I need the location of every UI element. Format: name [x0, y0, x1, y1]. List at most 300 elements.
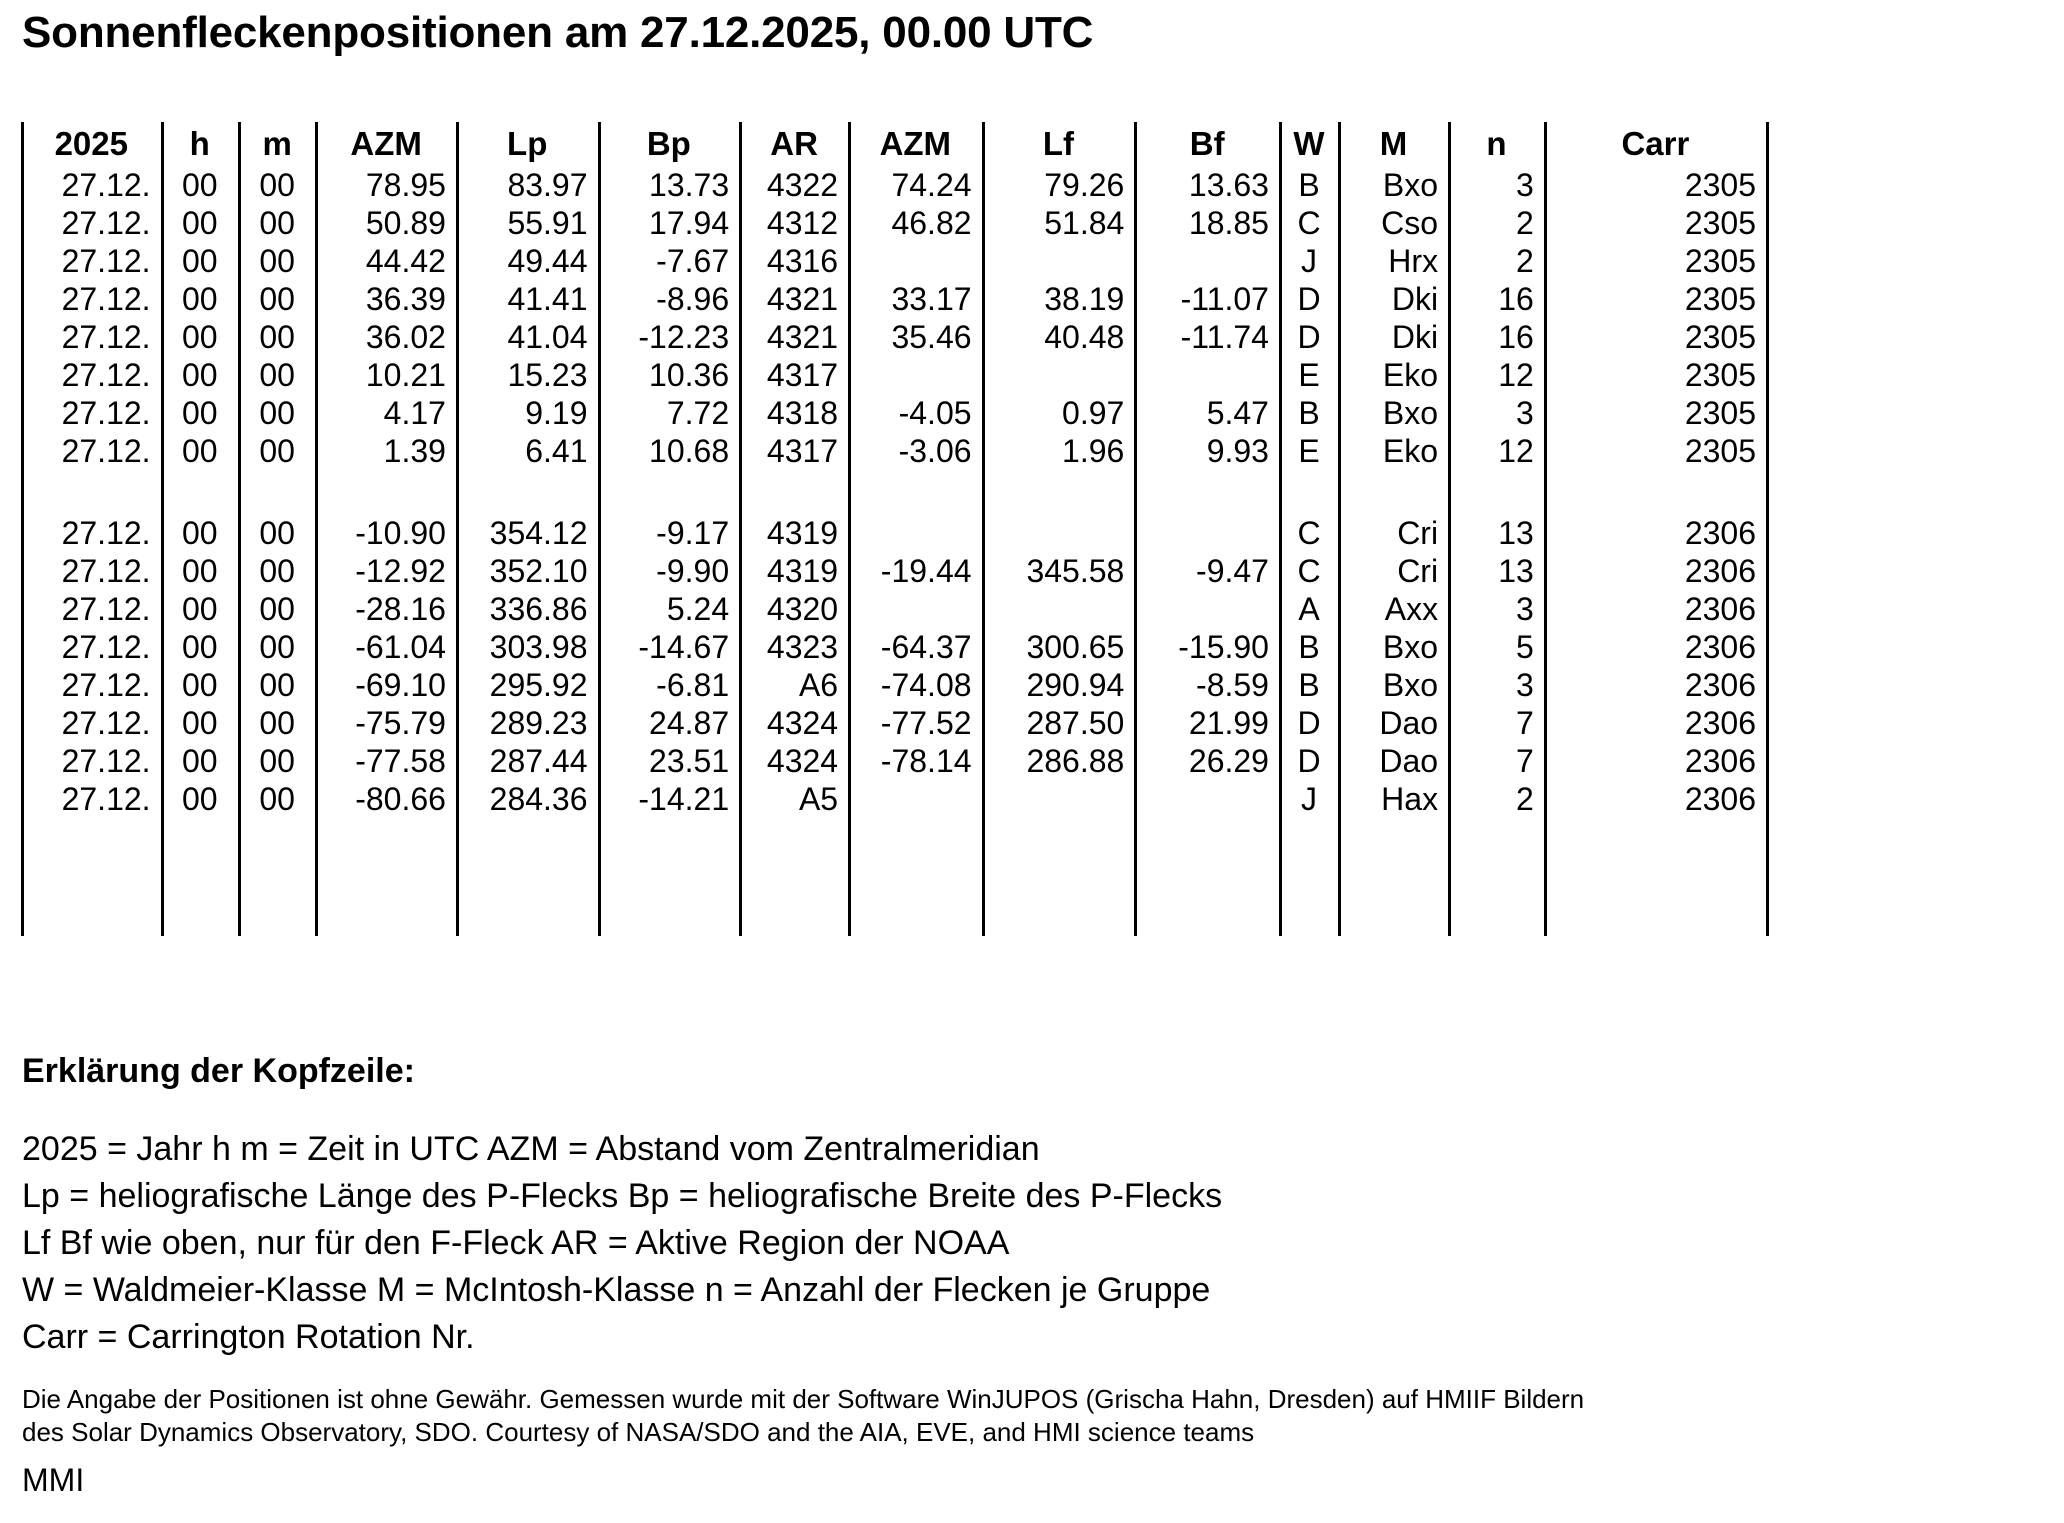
empty-cell — [457, 818, 599, 936]
column-header-ar: AR — [741, 122, 850, 166]
cell-date: 27.12. — [23, 318, 163, 356]
cell-hour: 00 — [162, 742, 239, 780]
cell-ar: A6 — [741, 666, 850, 704]
cell-count: 13 — [1450, 552, 1546, 590]
cell-bf — [1136, 356, 1281, 394]
spacer-cell — [1280, 470, 1339, 514]
cell-waldmeier: B — [1280, 628, 1339, 666]
spacer-cell — [983, 470, 1136, 514]
spacer-cell — [1136, 470, 1281, 514]
cell-carrington: 2306 — [1545, 742, 1767, 780]
cell-azm-f: -19.44 — [850, 552, 983, 590]
cell-lf: 0.97 — [983, 394, 1136, 432]
column-header-waldmeier: W — [1280, 122, 1339, 166]
cell-mcintosh: Dao — [1340, 704, 1450, 742]
empty-cell — [1545, 818, 1767, 936]
cell-count: 3 — [1450, 166, 1546, 204]
cell-date: 27.12. — [23, 704, 163, 742]
cell-azm-p: 44.42 — [317, 242, 458, 280]
cell-date: 27.12. — [23, 432, 163, 470]
cell-azm-p: 4.17 — [317, 394, 458, 432]
cell-waldmeier: B — [1280, 394, 1339, 432]
cell-lf: 51.84 — [983, 204, 1136, 242]
cell-bp: 17.94 — [599, 204, 741, 242]
table-row — [23, 628, 1768, 666]
cell-mcintosh: Bxo — [1340, 394, 1450, 432]
cell-mcintosh: Cso — [1340, 204, 1450, 242]
cell-lf: 38.19 — [983, 280, 1136, 318]
footnote-line-1: Die Angabe der Positionen ist ohne Gewähr. Gemessen wurde mit der Software WinJUPOS (Grischa Hahn, Dresden) auf HMIIF Bildern — [22, 1384, 1585, 1414]
cell-bf — [1136, 590, 1281, 628]
cell-date: 27.12. — [23, 666, 163, 704]
cell-hour: 00 — [162, 780, 239, 818]
cell-mcintosh: Hax — [1340, 780, 1450, 818]
cell-date: 27.12. — [23, 356, 163, 394]
cell-lf: 1.96 — [983, 432, 1136, 470]
cell-bp: 10.68 — [599, 432, 741, 470]
cell-hour: 00 — [162, 590, 239, 628]
cell-azm-p: 78.95 — [317, 166, 458, 204]
cell-minute: 00 — [239, 204, 316, 242]
table-row — [23, 432, 1768, 470]
cell-azm-f — [850, 514, 983, 552]
cell-bf: 26.29 — [1136, 742, 1281, 780]
cell-hour: 00 — [162, 166, 239, 204]
cell-bp: -7.67 — [599, 242, 741, 280]
cell-azm-f: -74.08 — [850, 666, 983, 704]
cell-hour: 00 — [162, 628, 239, 666]
cell-azm-p: -75.79 — [317, 704, 458, 742]
cell-ar: 4324 — [741, 704, 850, 742]
cell-ar: 4323 — [741, 628, 850, 666]
cell-lp: 49.44 — [457, 242, 599, 280]
cell-count: 12 — [1450, 432, 1546, 470]
cell-bp: 24.87 — [599, 704, 741, 742]
cell-minute: 00 — [239, 356, 316, 394]
cell-carrington: 2305 — [1545, 356, 1767, 394]
footnote — [22, 1383, 2042, 1449]
cell-lp: 41.04 — [457, 318, 599, 356]
table-row — [23, 742, 1768, 780]
cell-hour: 00 — [162, 280, 239, 318]
sunspot-positions-table — [21, 122, 1769, 936]
column-header-azm-f: AZM — [850, 122, 983, 166]
cell-lf — [983, 242, 1136, 280]
cell-bf: 21.99 — [1136, 704, 1281, 742]
cell-bf — [1136, 780, 1281, 818]
table-row — [23, 356, 1768, 394]
empty-cell — [1450, 818, 1546, 936]
spacer-cell — [1450, 470, 1546, 514]
table-header-row — [23, 122, 1768, 166]
cell-ar: 4319 — [741, 552, 850, 590]
cell-ar: 4317 — [741, 432, 850, 470]
spacer-cell — [317, 470, 458, 514]
cell-ar: A5 — [741, 780, 850, 818]
cell-lp: 41.41 — [457, 280, 599, 318]
cell-count: 13 — [1450, 514, 1546, 552]
cell-hour: 00 — [162, 204, 239, 242]
cell-lf: 300.65 — [983, 628, 1136, 666]
cell-hour: 00 — [162, 242, 239, 280]
cell-waldmeier: D — [1280, 318, 1339, 356]
cell-lp: 6.41 — [457, 432, 599, 470]
cell-lf — [983, 356, 1136, 394]
cell-carrington: 2305 — [1545, 432, 1767, 470]
cell-hour: 00 — [162, 514, 239, 552]
cell-count: 7 — [1450, 742, 1546, 780]
column-header-hour: h — [162, 122, 239, 166]
table-row — [23, 780, 1768, 818]
cell-minute: 00 — [239, 742, 316, 780]
cell-bf: -15.90 — [1136, 628, 1281, 666]
cell-bf: 5.47 — [1136, 394, 1281, 432]
empty-cell — [239, 818, 316, 936]
cell-carrington: 2305 — [1545, 242, 1767, 280]
cell-mcintosh: Cri — [1340, 552, 1450, 590]
cell-date: 27.12. — [23, 280, 163, 318]
table-row — [23, 704, 1768, 742]
cell-lf: 79.26 — [983, 166, 1136, 204]
column-header-bf: Bf — [1136, 122, 1281, 166]
empty-cell — [1340, 818, 1450, 936]
cell-bf — [1136, 242, 1281, 280]
cell-count: 16 — [1450, 280, 1546, 318]
cell-carrington: 2305 — [1545, 394, 1767, 432]
cell-minute: 00 — [239, 628, 316, 666]
cell-lf: 345.58 — [983, 552, 1136, 590]
cell-minute: 00 — [239, 704, 316, 742]
table-row — [23, 394, 1768, 432]
cell-carrington: 2306 — [1545, 552, 1767, 590]
cell-mcintosh: Dki — [1340, 318, 1450, 356]
cell-azm-p: 50.89 — [317, 204, 458, 242]
cell-count: 2 — [1450, 204, 1546, 242]
cell-carrington: 2305 — [1545, 318, 1767, 356]
cell-azm-p: 36.39 — [317, 280, 458, 318]
cell-mcintosh: Bxo — [1340, 628, 1450, 666]
cell-carrington: 2306 — [1545, 590, 1767, 628]
cell-hour: 00 — [162, 356, 239, 394]
cell-minute: 00 — [239, 318, 316, 356]
cell-minute: 00 — [239, 432, 316, 470]
cell-azm-p: -61.04 — [317, 628, 458, 666]
empty-cell — [1280, 818, 1339, 936]
cell-waldmeier: B — [1280, 666, 1339, 704]
cell-bf: 9.93 — [1136, 432, 1281, 470]
table-row — [23, 590, 1768, 628]
cell-count: 7 — [1450, 704, 1546, 742]
cell-date: 27.12. — [23, 204, 163, 242]
column-header-count: n — [1450, 122, 1546, 166]
table-row — [23, 666, 1768, 704]
cell-count: 3 — [1450, 666, 1546, 704]
cell-bf: -9.47 — [1136, 552, 1281, 590]
cell-minute: 00 — [239, 552, 316, 590]
empty-cell — [741, 818, 850, 936]
cell-bf: -11.74 — [1136, 318, 1281, 356]
cell-lf: 40.48 — [983, 318, 1136, 356]
cell-lp: 354.12 — [457, 514, 599, 552]
cell-azm-f: -77.52 — [850, 704, 983, 742]
signature: MMI — [22, 1462, 85, 1498]
cell-bp: -8.96 — [599, 280, 741, 318]
cell-lf — [983, 780, 1136, 818]
empty-cell — [162, 818, 239, 936]
cell-azm-p: -77.58 — [317, 742, 458, 780]
explanation-heading: Erklärung der Kopfzeile: — [22, 1052, 415, 1090]
empty-cell — [1136, 818, 1281, 936]
cell-lf — [983, 590, 1136, 628]
cell-carrington: 2306 — [1545, 704, 1767, 742]
cell-hour: 00 — [162, 704, 239, 742]
cell-lp: 9.19 — [457, 394, 599, 432]
cell-date: 27.12. — [23, 552, 163, 590]
cell-ar: 4321 — [741, 318, 850, 356]
cell-count: 3 — [1450, 394, 1546, 432]
sunspot-table-container — [21, 122, 1769, 1028]
cell-mcintosh: Cri — [1340, 514, 1450, 552]
column-header-lp: Lp — [457, 122, 599, 166]
cell-lp: 336.86 — [457, 590, 599, 628]
cell-waldmeier: D — [1280, 280, 1339, 318]
cell-waldmeier: C — [1280, 514, 1339, 552]
empty-cell — [983, 818, 1136, 936]
cell-lp: 303.98 — [457, 628, 599, 666]
column-header-azm-p: AZM — [317, 122, 458, 166]
spacer-cell — [741, 470, 850, 514]
cell-bp: -9.90 — [599, 552, 741, 590]
cell-carrington: 2306 — [1545, 780, 1767, 818]
cell-minute: 00 — [239, 166, 316, 204]
cell-waldmeier: C — [1280, 552, 1339, 590]
cell-azm-f: -64.37 — [850, 628, 983, 666]
cell-date: 27.12. — [23, 242, 163, 280]
cell-azm-f: 35.46 — [850, 318, 983, 356]
cell-bp: -6.81 — [599, 666, 741, 704]
cell-lp: 15.23 — [457, 356, 599, 394]
cell-lp: 55.91 — [457, 204, 599, 242]
cell-count: 2 — [1450, 780, 1546, 818]
empty-cell — [317, 818, 458, 936]
cell-lf: 290.94 — [983, 666, 1136, 704]
cell-lp: 289.23 — [457, 704, 599, 742]
cell-azm-f: -4.05 — [850, 394, 983, 432]
cell-date: 27.12. — [23, 742, 163, 780]
cell-ar: 4318 — [741, 394, 850, 432]
spacer-cell — [850, 470, 983, 514]
table-spacer-row — [23, 470, 1768, 514]
cell-ar: 4320 — [741, 590, 850, 628]
cell-azm-p: -69.10 — [317, 666, 458, 704]
cell-date: 27.12. — [23, 514, 163, 552]
cell-waldmeier: J — [1280, 780, 1339, 818]
column-header-mcintosh: M — [1340, 122, 1450, 166]
cell-waldmeier: B — [1280, 166, 1339, 204]
cell-ar: 4324 — [741, 742, 850, 780]
cell-waldmeier: D — [1280, 704, 1339, 742]
cell-carrington: 2306 — [1545, 628, 1767, 666]
table-row — [23, 166, 1768, 204]
cell-bp: -12.23 — [599, 318, 741, 356]
cell-date: 27.12. — [23, 628, 163, 666]
cell-mcintosh: Bxo — [1340, 666, 1450, 704]
cell-bp: 23.51 — [599, 742, 741, 780]
cell-carrington: 2306 — [1545, 514, 1767, 552]
explanation-line: W = Waldmeier-Klasse M = McIntosh-Klasse n = Anzahl der Flecken je Gruppe — [22, 1271, 1211, 1309]
cell-bp: -14.67 — [599, 628, 741, 666]
cell-carrington: 2305 — [1545, 166, 1767, 204]
cell-bp: 10.36 — [599, 356, 741, 394]
cell-date: 27.12. — [23, 590, 163, 628]
cell-date: 27.12. — [23, 394, 163, 432]
empty-cell — [23, 818, 163, 936]
cell-count: 2 — [1450, 242, 1546, 280]
cell-mcintosh: Dki — [1340, 280, 1450, 318]
spacer-cell — [1545, 470, 1767, 514]
cell-lf — [983, 514, 1136, 552]
spacer-cell — [599, 470, 741, 514]
cell-bf: -8.59 — [1136, 666, 1281, 704]
cell-azm-f — [850, 780, 983, 818]
footnote-line-2: des Solar Dynamics Observatory, SDO. Courtesy of NASA/SDO and the AIA, EVE, and HMI science teams — [22, 1417, 1255, 1447]
cell-azm-f — [850, 590, 983, 628]
cell-waldmeier: A — [1280, 590, 1339, 628]
cell-minute: 00 — [239, 280, 316, 318]
cell-minute: 00 — [239, 514, 316, 552]
cell-azm-p: -12.92 — [317, 552, 458, 590]
cell-minute: 00 — [239, 590, 316, 628]
cell-ar: 4319 — [741, 514, 850, 552]
cell-count: 5 — [1450, 628, 1546, 666]
spacer-cell — [1340, 470, 1450, 514]
cell-date: 27.12. — [23, 166, 163, 204]
cell-hour: 00 — [162, 394, 239, 432]
spacer-cell — [239, 470, 316, 514]
cell-mcintosh: Bxo — [1340, 166, 1450, 204]
table-row — [23, 552, 1768, 590]
cell-minute: 00 — [239, 780, 316, 818]
cell-bf: 18.85 — [1136, 204, 1281, 242]
cell-minute: 00 — [239, 242, 316, 280]
cell-mcintosh: Axx — [1340, 590, 1450, 628]
table-row — [23, 204, 1768, 242]
cell-azm-p: -10.90 — [317, 514, 458, 552]
column-header-year: 2025 — [23, 122, 163, 166]
column-header-carrington: Carr — [1545, 122, 1767, 166]
cell-minute: 00 — [239, 394, 316, 432]
cell-bp: 7.72 — [599, 394, 741, 432]
table-empty-area — [23, 818, 1768, 936]
cell-bf — [1136, 514, 1281, 552]
table-body — [23, 166, 1768, 936]
table-row — [23, 514, 1768, 552]
cell-lp: 352.10 — [457, 552, 599, 590]
cell-date: 27.12. — [23, 780, 163, 818]
cell-waldmeier: E — [1280, 432, 1339, 470]
cell-waldmeier: C — [1280, 204, 1339, 242]
explanation-lines — [22, 1126, 1222, 1361]
explanation-line: Lf Bf wie oben, nur für den F-Fleck AR = Aktive Region der NOAA — [22, 1224, 1010, 1262]
cell-count: 3 — [1450, 590, 1546, 628]
cell-bf: -11.07 — [1136, 280, 1281, 318]
cell-azm-p: -80.66 — [317, 780, 458, 818]
cell-azm-f: -78.14 — [850, 742, 983, 780]
cell-carrington: 2305 — [1545, 204, 1767, 242]
cell-hour: 00 — [162, 432, 239, 470]
spacer-cell — [23, 470, 163, 514]
cell-lp: 284.36 — [457, 780, 599, 818]
cell-azm-f: -3.06 — [850, 432, 983, 470]
cell-ar: 4316 — [741, 242, 850, 280]
spacer-cell — [162, 470, 239, 514]
cell-azm-p: -28.16 — [317, 590, 458, 628]
table-row — [23, 242, 1768, 280]
table-row — [23, 280, 1768, 318]
cell-count: 16 — [1450, 318, 1546, 356]
cell-azm-f — [850, 356, 983, 394]
cell-ar: 4321 — [741, 280, 850, 318]
cell-lf: 287.50 — [983, 704, 1136, 742]
empty-cell — [599, 818, 741, 936]
cell-azm-p: 36.02 — [317, 318, 458, 356]
cell-mcintosh: Eko — [1340, 432, 1450, 470]
table-header — [23, 122, 1768, 166]
cell-bp: 13.73 — [599, 166, 741, 204]
cell-mcintosh: Eko — [1340, 356, 1450, 394]
cell-azm-f: 74.24 — [850, 166, 983, 204]
column-header-lf: Lf — [983, 122, 1136, 166]
cell-waldmeier: D — [1280, 742, 1339, 780]
cell-ar: 4312 — [741, 204, 850, 242]
cell-waldmeier: E — [1280, 356, 1339, 394]
cell-ar: 4322 — [741, 166, 850, 204]
cell-hour: 00 — [162, 318, 239, 356]
cell-waldmeier: J — [1280, 242, 1339, 280]
empty-cell — [850, 818, 983, 936]
column-header-minute: m — [239, 122, 316, 166]
spacer-cell — [457, 470, 599, 514]
cell-hour: 00 — [162, 552, 239, 590]
cell-bp: 5.24 — [599, 590, 741, 628]
cell-carrington: 2306 — [1545, 666, 1767, 704]
explanation-line: 2025 = Jahr h m = Zeit in UTC AZM = Abstand vom Zentralmeridian — [22, 1130, 1040, 1168]
cell-azm-p: 1.39 — [317, 432, 458, 470]
cell-count: 12 — [1450, 356, 1546, 394]
cell-ar: 4317 — [741, 356, 850, 394]
explanation-line: Lp = heliografische Länge des P-Flecks Bp = heliografische Breite des P-Flecks — [22, 1177, 1223, 1215]
column-header-bp: Bp — [599, 122, 741, 166]
cell-carrington: 2305 — [1545, 280, 1767, 318]
cell-lf: 286.88 — [983, 742, 1136, 780]
cell-minute: 00 — [239, 666, 316, 704]
explanation-line: Carr = Carrington Rotation Nr. — [22, 1318, 475, 1356]
cell-azm-f: 46.82 — [850, 204, 983, 242]
cell-azm-f — [850, 242, 983, 280]
page-title: Sonnenfleckenpositionen am 27.12.2025, 00.00 UTC — [22, 8, 1094, 57]
table-row — [23, 318, 1768, 356]
cell-bp: -9.17 — [599, 514, 741, 552]
cell-azm-f: 33.17 — [850, 280, 983, 318]
cell-lp: 83.97 — [457, 166, 599, 204]
cell-mcintosh: Hrx — [1340, 242, 1450, 280]
cell-bp: -14.21 — [599, 780, 741, 818]
cell-lp: 295.92 — [457, 666, 599, 704]
cell-bf: 13.63 — [1136, 166, 1281, 204]
cell-mcintosh: Dao — [1340, 742, 1450, 780]
cell-lp: 287.44 — [457, 742, 599, 780]
cell-hour: 00 — [162, 666, 239, 704]
